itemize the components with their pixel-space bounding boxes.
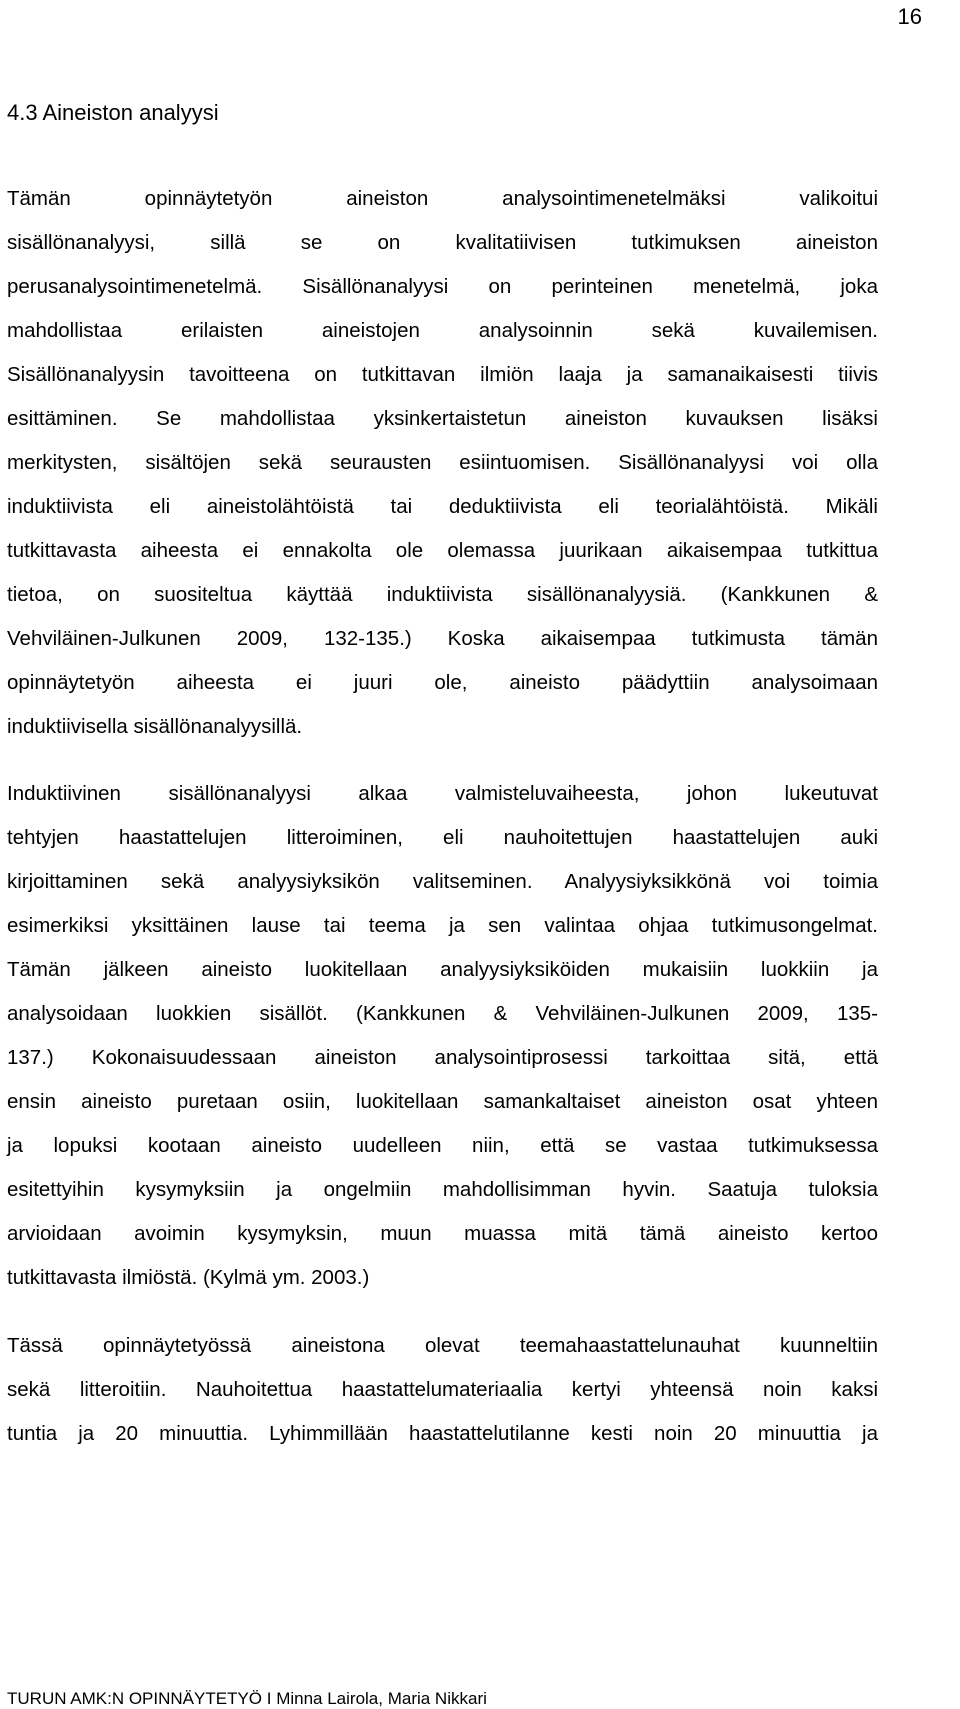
text-line: induktiivisella sisällönanalyysillä. [7,715,303,738]
text-line: esitettyihin kysymyksiin ja ongelmiin mahdollisimman hyvin. Saatuja tuloksia [7,1178,878,1201]
text-line: Vehviläinen-Julkunen 2009, 132-135.) Koska aikaisempaa tutkimusta tämän [7,627,878,650]
text-line: Induktiivinen sisällönanalyysi alkaa valmisteluvaiheesta, johon lukeutuvat [7,782,878,805]
text-line: esimerkiksi yksittäinen lause tai teema ja sen valintaa ohjaa tutkimusongelmat. [7,914,878,937]
text-line: sisällönanalyysi, sillä se on kvalitatiivisen tutkimuksen aineiston [7,231,878,254]
text-line: induktiivista eli aineistolähtöistä tai deduktiivista eli teorialähtöistä. Mikäli [7,495,878,518]
text-line: kirjoittaminen sekä analyysiyksikön valitseminen. Analyysiyksikkönä voi toimia [7,870,878,893]
text-line: sekä litteroitiin. Nauhoitettua haastattelumateriaalia kertyi yhteensä noin kaksi [7,1378,878,1401]
text-line: perusanalysointimenetelmä. Sisällönanalyysi on perinteinen menetelmä, joka [7,275,878,298]
text-line: tuntia ja 20 minuuttia. Lyhimmillään haastattelutilanne kesti noin 20 minuuttia ja [7,1422,878,1445]
paragraph-material [7,1331,878,1463]
text-line: ja lopuksi kootaan aineisto uudelleen niin, että se vastaa tutkimuksessa [7,1134,878,1157]
text-line: tehtyjen haastattelujen litteroiminen, eli nauhoitettujen haastattelujen auki [7,826,878,849]
text-line: Tämän jälkeen aineisto luokitellaan analyysiyksiköiden mukaisiin luokkiin ja [7,958,878,981]
text-line: tutkittavasta aiheesta ei ennakolta ole olemassa juurikaan aikaisempaa tutkittua [7,539,878,562]
text-line: Tämän opinnäytetyön aineiston analysointimenetelmäksi valikoitui [7,187,878,210]
text-line: Tässä opinnäytetyössä aineistona olevat teemahaastattelunauhat kuunneltiin [7,1334,878,1357]
text-line: arvioidaan avoimin kysymyksin, muun muassa mitä tämä aineisto kertoo [7,1222,878,1245]
text-line: Sisällönanalyysin tavoitteena on tutkittavan ilmiön laaja ja samanaikaisesti tiivis [7,363,878,386]
section-heading: 4.3 Aineiston analyysi [7,100,219,125]
text-line: ensin aineisto puretaan osiin, luokitellaan samankaltaiset aineiston osat yhteen [7,1090,878,1113]
text-line: merkitysten, sisältöjen sekä seurausten esiintuomisen. Sisällönanalyysi voi olla [7,451,878,474]
paragraph-inductive-analysis [7,779,878,1307]
text-line: esittäminen. Se mahdollistaa yksinkertaistetun aineiston kuvauksen lisäksi [7,407,878,430]
text-line: 137.) Kokonaisuudessaan aineiston analysointiprosessi tarkoittaa sitä, että [7,1046,878,1069]
text-line: tietoa, on suositeltua käyttää induktiivista sisällönanalyysiä. (Kankkunen & [7,583,878,606]
page-number: 16 [897,4,922,29]
text-line: opinnäytetyön aiheesta ei juuri ole, aineisto päädyttiin analysoimaan [7,671,878,694]
page-footer: TURUN AMK:N OPINNÄYTETYÖ I Minna Lairola, Maria Nikkari [7,1689,487,1708]
text-line: analysoidaan luokkien sisällöt. (Kankkunen & Vehviläinen-Julkunen 2009, 135- [7,1002,878,1025]
text-line: tutkittavasta ilmiöstä. (Kylmä ym. 2003.) [7,1266,370,1289]
paragraph-content-analysis [7,184,878,756]
text-line: mahdollistaa erilaisten aineistojen analysoinnin sekä kuvailemisen. [7,319,878,342]
